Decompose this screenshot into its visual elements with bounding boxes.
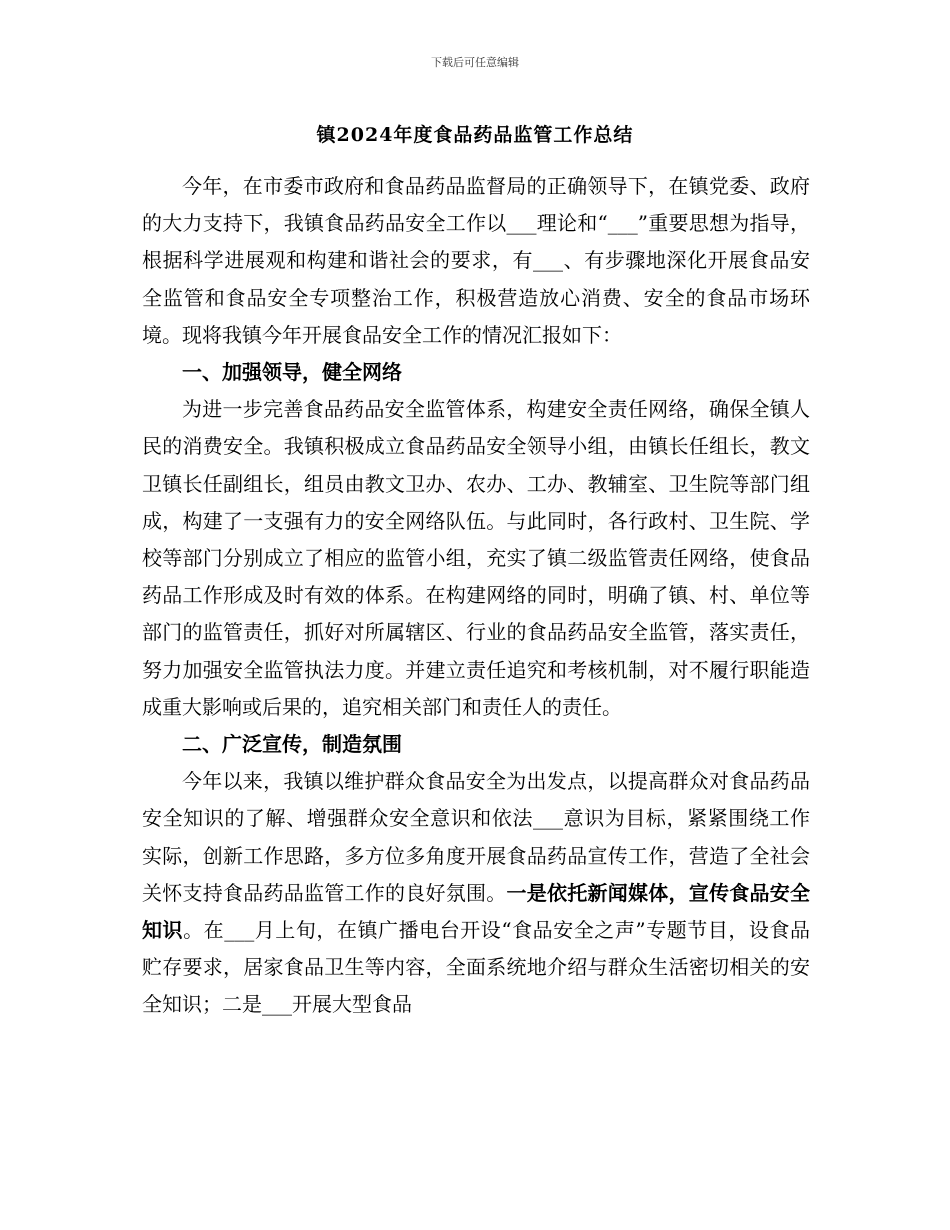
intro-paragraph: 今年，在市委市政府和食品药品监督局的正确领导下，在镇党委、政府的大力支持下，我镇食品药品安全工作以___理论和“___”重要思想为指导，根据科学进展观和构建和谐社会的要求，有___、有步骤地深化开展食品安全监管和食品安全专项整治工作，积极营造放心消费、安全的食品市场环境。现将我镇今年开展食品安全工作的情况汇报如下： <box>142 174 810 347</box>
section-2-heading: 二、广泛宣传，制造氛围 <box>182 732 402 757</box>
section-1-paragraph: 为进一步完善食品药品安全监管体系，构建安全责任网络，确保全镇人民的消费安全。我镇积极成立食品药品安全领导小组，由镇长任组长，教文卫镇长任副组长，组员由教文卫办、农办、工办、教辅室、卫生院等部门组成，构建了一支强有力的安全网络队伍。与此同时，各行政村、卫生院、学校等部门分别成立了相应的监管小组，充实了镇二级监管责任网络，使食品药品工作形成及时有效的体系。在构建网络的同时，明确了镇、村、单位等部门的监管责任，抓好对所属辖区、行业的食品药品安全监管，落实责任，努力加强安全监管执法力度。并建立责任追究和考核机制，对不履行职能造成重大影响或后果的，追究相关部门和责任人的责任。 <box>142 397 810 719</box>
document-title: 镇2024年度食品药品监管工作总结 <box>316 124 634 146</box>
section-2-bold-text: 一是依托新闻媒体，宣传食品安全知识 <box>142 880 810 943</box>
section-1-heading: 一、加强领导，健全网络 <box>182 360 402 385</box>
document-body <box>142 168 810 1024</box>
section-2-text-part2: 。在___月上旬，在镇广播电台开设“食品安全之声”专题节目，设食品贮存要求，居家食品卫生等内容，全面系统地介绍与群众生活密切相关的安全知识；二是___开展大型食品 <box>142 918 811 1017</box>
section-2-text-part1: 今年以来，我镇以维护群众食品安全为出发点，以提高群众对食品药品安全知识的了解、增强群众安全意识和依法___意识为目标，紧紧围绕工作实际，创新工作思路，多方位多角度开展食品药品宣传工作，营造了全社会关怀支持食品药品监管工作的良好氛围。 <box>142 769 810 905</box>
header-note: 下载后可任意编辑 <box>431 56 519 69</box>
section-2-paragraph <box>142 763 810 1023</box>
